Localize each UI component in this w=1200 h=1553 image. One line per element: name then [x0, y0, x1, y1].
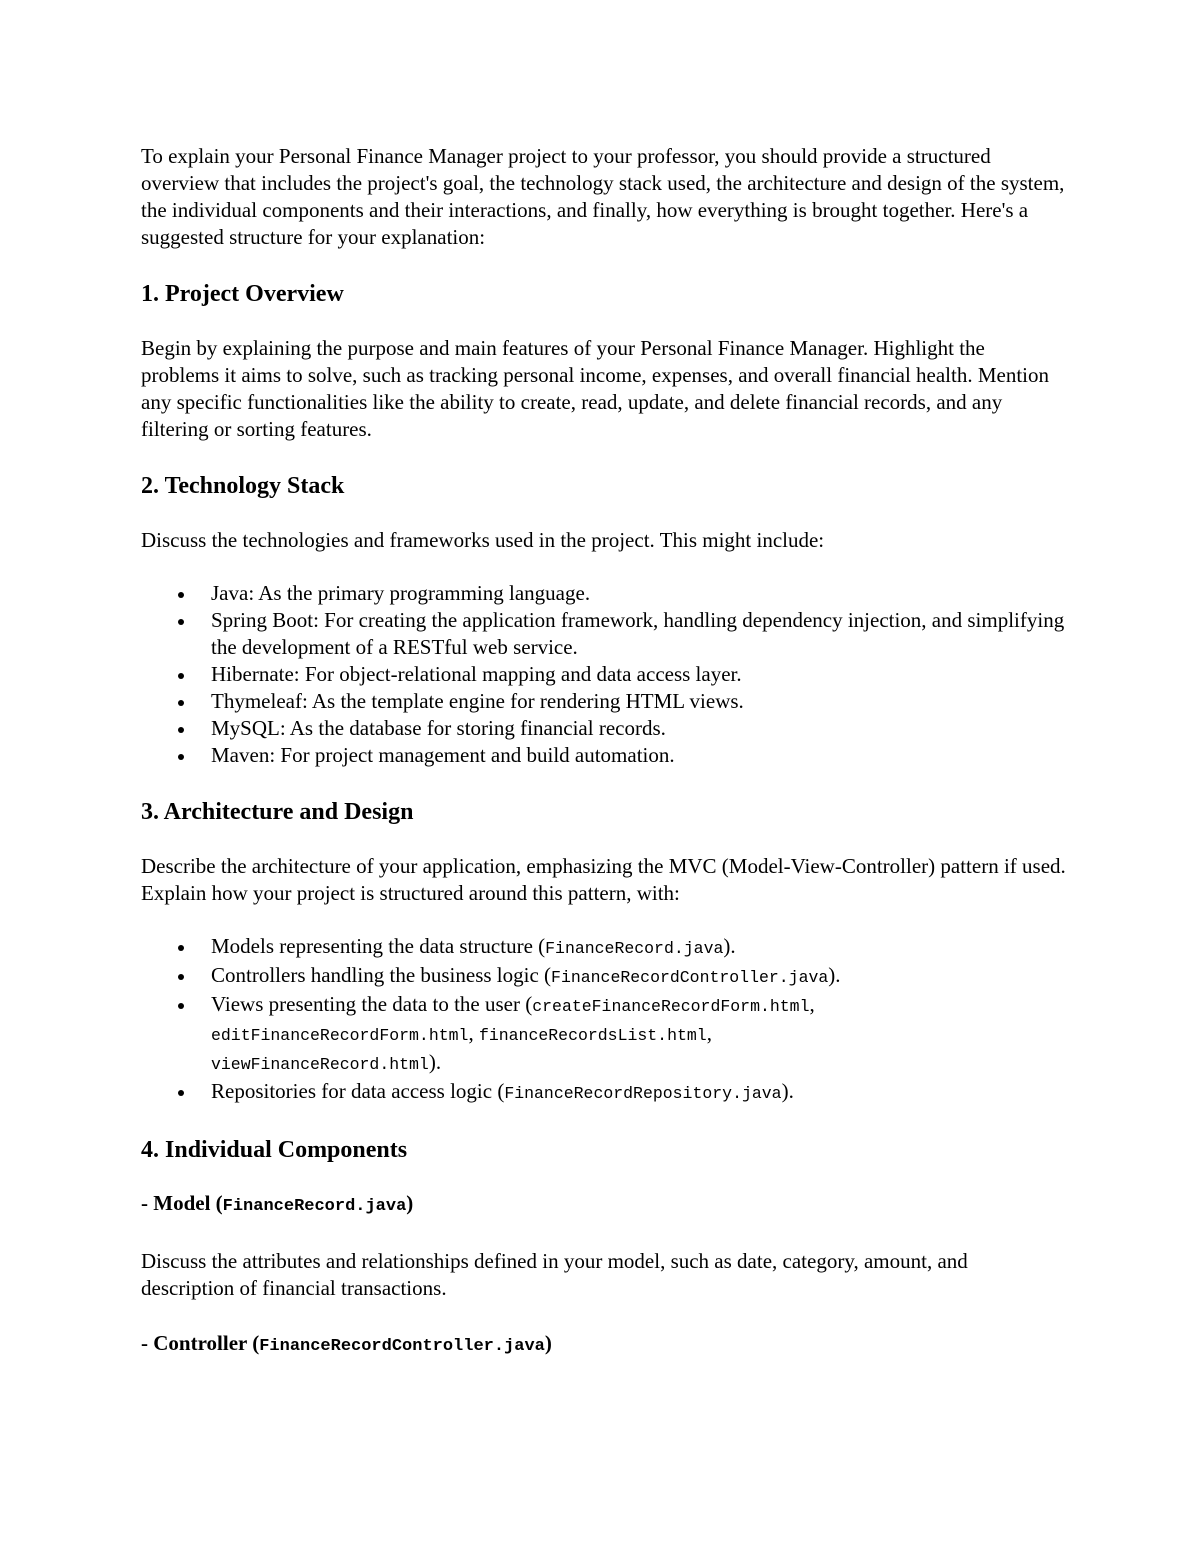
architecture-list [141, 933, 1066, 1107]
list-item: MySQL: As the database for storing financial records. [141, 715, 1066, 742]
code-filename: FinanceRecordController.java [551, 968, 829, 987]
list-item: Models representing the data structure (FinanceRecord.java). [141, 933, 1066, 962]
architecture-paragraph: Describe the architecture of your application, emphasizing the MVC (Model-View-Controller) pattern if used. Explain how your project is structured around this pattern, with: [141, 854, 1066, 905]
list-item: Java: As the primary programming language. [141, 580, 1066, 607]
heading-project-overview: 1. Project Overview [141, 281, 344, 307]
bullet-icon [178, 592, 184, 598]
code-filename: financeRecordsList.html [478, 1026, 707, 1045]
bullet-icon [178, 1003, 184, 1009]
bullet-icon [178, 974, 184, 980]
bullet-icon [178, 754, 184, 760]
code-filename: FinanceRecord.java [222, 1197, 407, 1216]
bullet-icon [178, 619, 184, 625]
code-filename: FinanceRecord.java [545, 939, 724, 958]
list-item: Controllers handling the business logic (FinanceRecordController.java). [141, 962, 1066, 991]
list-item: Views presenting the data to the user (createFinanceRecordForm.html, editFinanceRecordForm.html, financeRecordsList.html, viewFinanceRecord.html). [141, 991, 1066, 1078]
bullet-icon [178, 700, 184, 706]
bullet-icon [178, 673, 184, 679]
code-filename: editFinanceRecordForm.html [211, 1026, 469, 1045]
technology-list [141, 580, 1066, 769]
list-item: Maven: For project management and build automation. [141, 742, 1066, 769]
subheading-controller: - Controller (FinanceRecordController.java) [141, 1331, 552, 1356]
list-item: Spring Boot: For creating the application framework, handling dependency injection, and simplifying the development of a RESTful web service. [141, 607, 1066, 661]
bullet-icon [178, 1090, 184, 1096]
list-item: Thymeleaf: As the template engine for rendering HTML views. [141, 688, 1066, 715]
subheading-model: - Model (FinanceRecord.java) [141, 1191, 414, 1216]
code-filename: FinanceRecordRepository.java [504, 1084, 782, 1103]
bullet-icon [178, 945, 184, 951]
heading-individual-components: 4. Individual Components [141, 1137, 408, 1163]
heading-architecture-design: 3. Architecture and Design [141, 799, 414, 825]
bullet-icon [178, 727, 184, 733]
document-page [141, 143, 1066, 1362]
heading-technology-stack: 2. Technology Stack [141, 473, 345, 499]
model-paragraph: Discuss the attributes and relationships defined in your model, such as date, category, amount, and description of financial transactions. [141, 1249, 968, 1300]
intro-paragraph: To explain your Personal Finance Manager project to your professor, you should provide a structured overview that includes the project's goal, the technology stack used, the architecture and design of the system, the individual components and their interactions, and finally, how everything is brought together. Here's a suggested structure for your explanation: [141, 144, 1065, 249]
list-item: Repositories for data access logic (FinanceRecordRepository.java). [141, 1078, 1066, 1107]
code-filename: viewFinanceRecord.html [211, 1055, 429, 1074]
overview-paragraph: Begin by explaining the purpose and main features of your Personal Finance Manager. Highlight the problems it aims to solve, such as tracking personal income, expenses, and overall financial health. Mention any specific functionalities like the ability to create, read, update, and delete financial records, and any filtering or sorting features. [141, 336, 1050, 441]
code-filename: FinanceRecordController.java [259, 1337, 545, 1356]
list-item: Hibernate: For object-relational mapping and data access layer. [141, 661, 1066, 688]
stack-paragraph: Discuss the technologies and frameworks used in the project. This might include: [141, 528, 825, 552]
code-filename: createFinanceRecordForm.html [532, 997, 810, 1016]
